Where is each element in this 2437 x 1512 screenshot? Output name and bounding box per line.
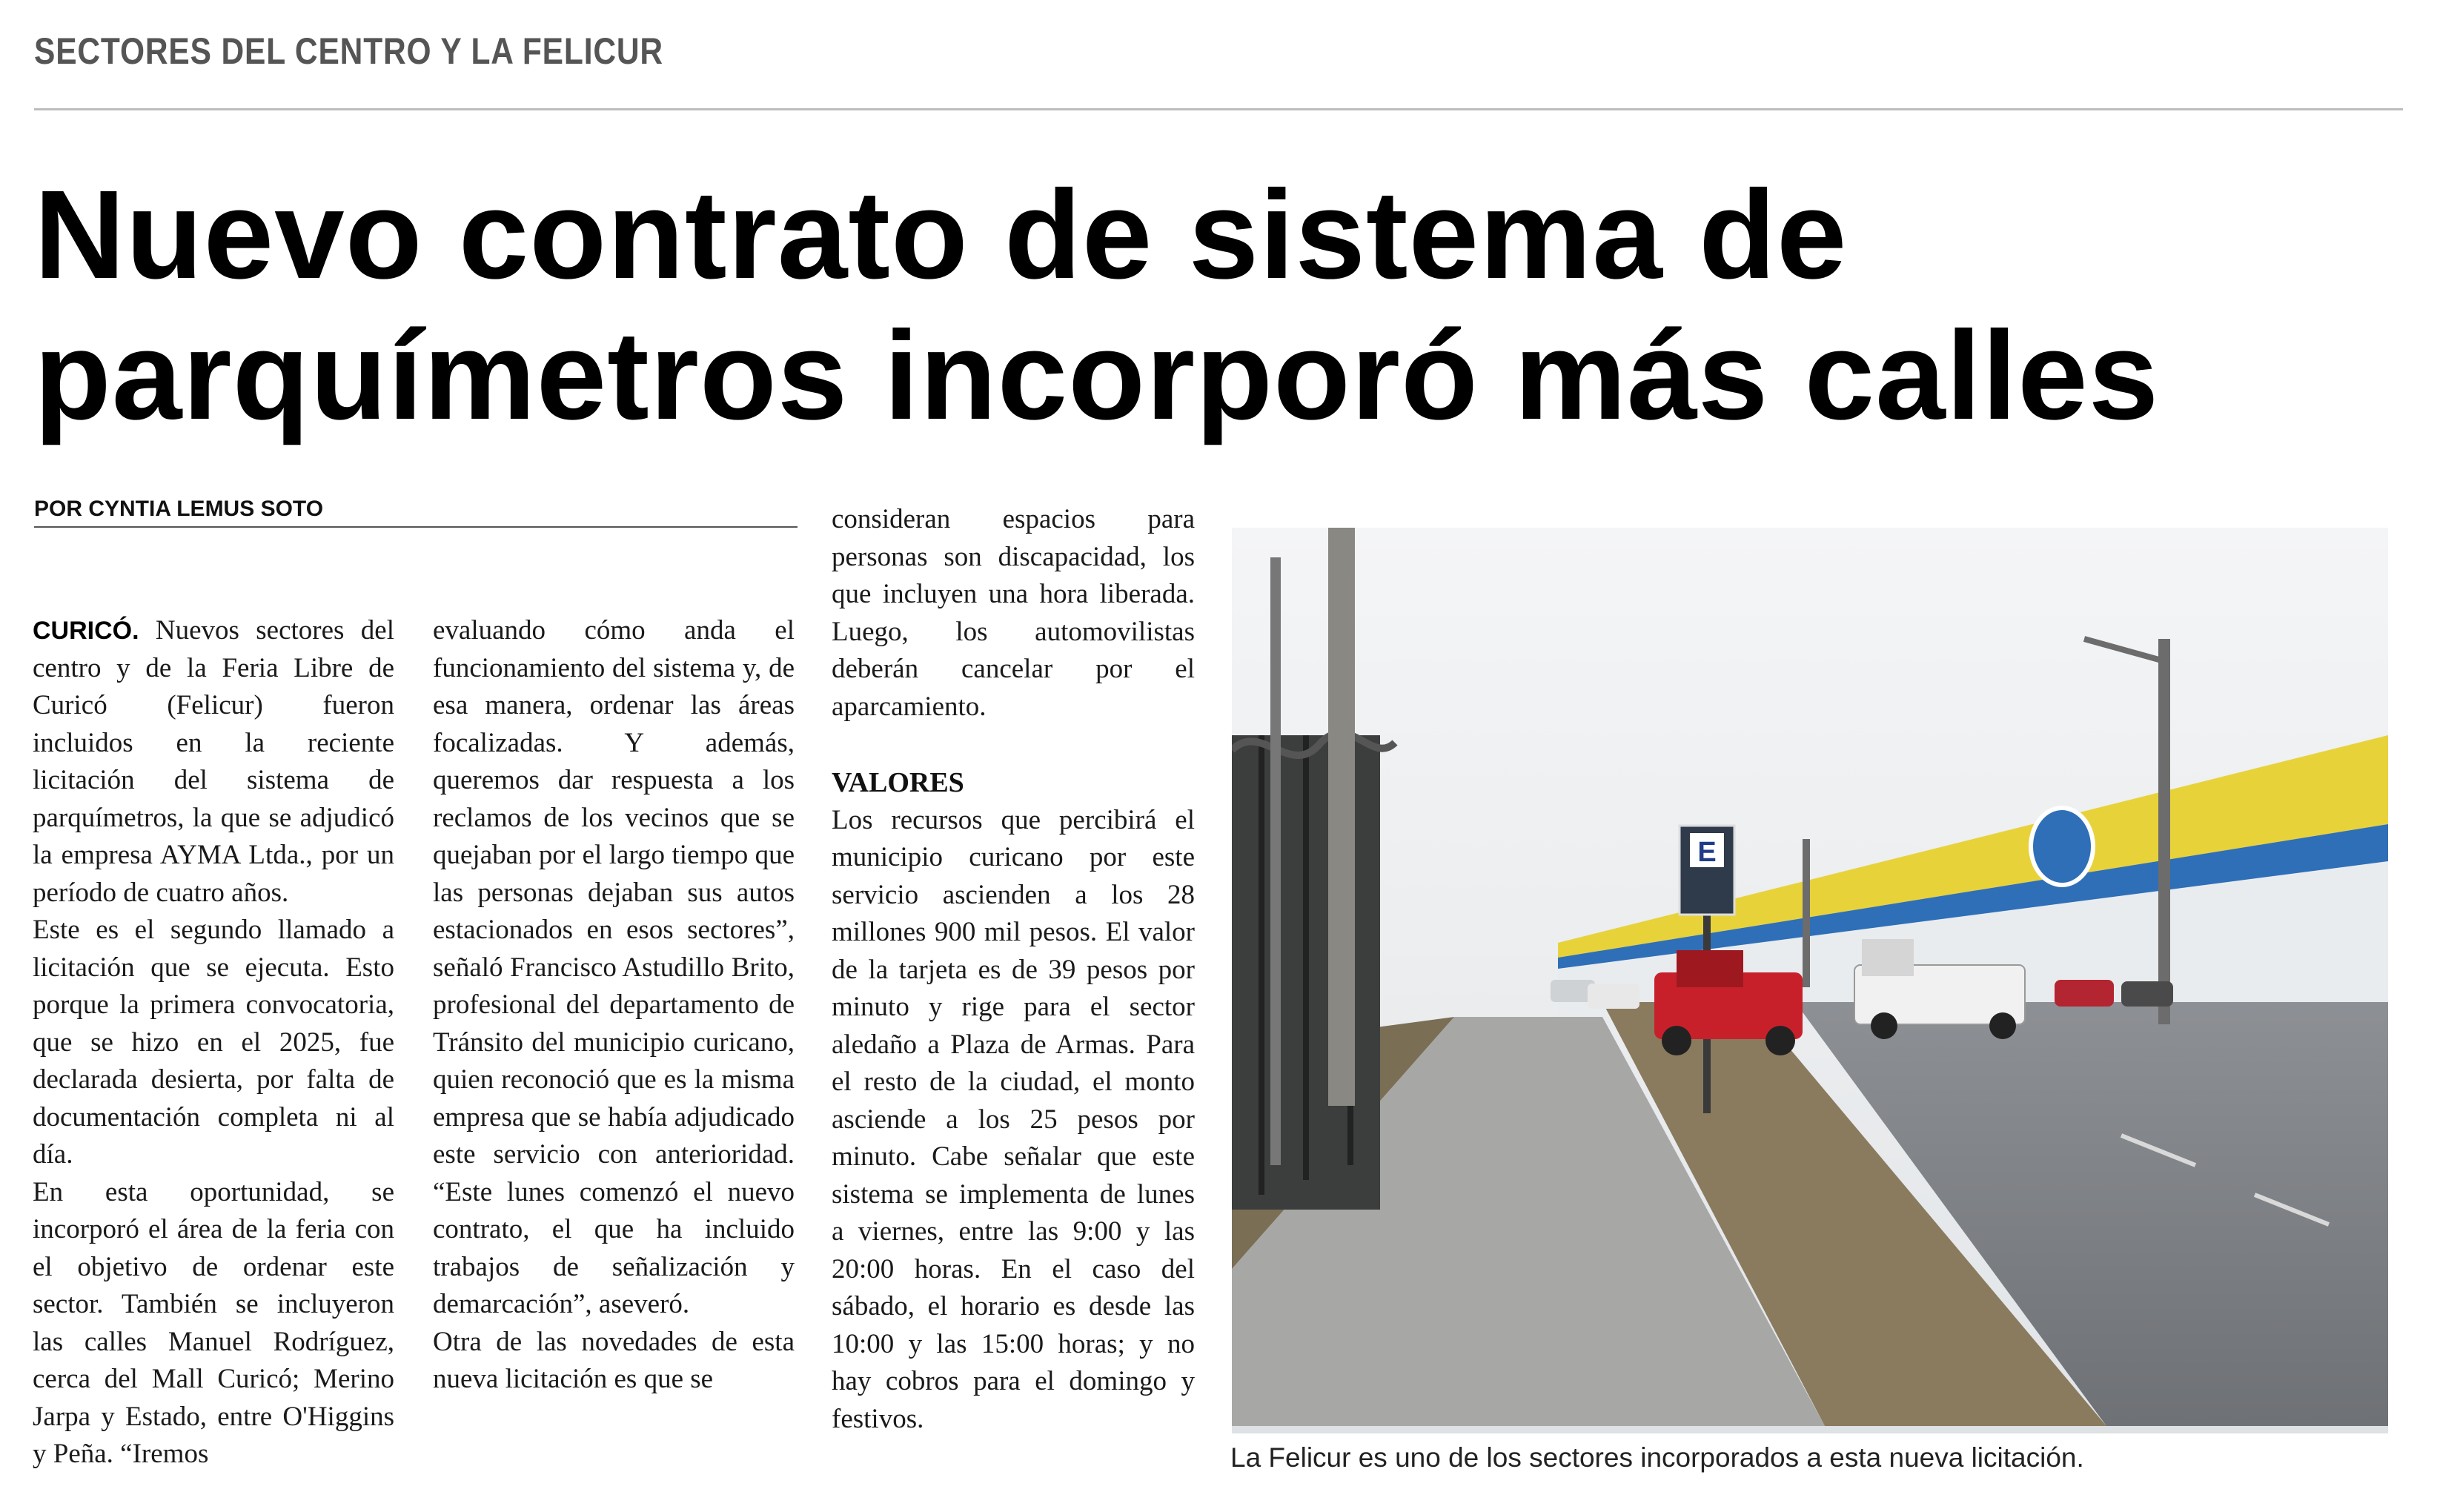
utility-pole [1270,557,1281,1165]
paragraph: Los recursos que percibirá el municipio curicano por este servicio ascienden a los 28 millones 900 mil pesos. El valor de la tarjeta es de 39 pesos por minuto y rige para el sector aledaño a Plaza de Armas. Para el resto de la ciudad, el monto asciende a los 25 pesos por minuto. Cabe señalar que este sistema se implementa de lunes a viernes, entre las 9:00 y las 20:00 horas. En el caso del sábado, el horario es desde las 10:00 y las 15:00 horas; y no hay cobros para el domingo y festivos. [832,804,1195,1434]
article-column-3 [832,501,1195,1438]
fence [1232,733,1395,1210]
article-photo [1232,528,2388,1426]
utility-pole [1328,528,1355,1106]
article-column-2 [433,612,795,1399]
paragraph: Otra de las novedades de esta nueva licitación es que se [433,1326,795,1394]
paragraph: evaluando cómo anda el funcionamiento del sistema y, de esa manera, ordenar las áreas focalizadas. Y además, queremos dar respuesta a los reclamos de los vecinos que se quejaban por el largo tiempo que las personas dejaban sus autos estacionados en esos sectores”, señaló Francisco Astudillo Brito, profesional del departamento de Tránsito del municipio curicano, quien reconoció que es la misma empresa que se había adjudicado este servicio con anterioridad. “Este lunes comenzó el nuevo contrato, el que ha incluido trabajos de señalización y demarcación”, aseveró. [433,615,795,1319]
paragraph [33,612,394,912]
byline-divider [34,526,798,528]
street-scene-photo [1232,528,2388,1426]
dateline: CURICÓ. [33,617,139,645]
paragraph: En esta oportunidad, se incorporó el área de la feria con el objetivo de ordenar este sector. También se incluyeron las calles Manuel Rodríguez, cerca del Mall Curicó; Merino Jarpa y Estado, entre O'Higgins y Peña. “Iremos [33,1176,394,1469]
paragraph: Este es el segundo llamado a licitación que se ejecuta. Esto porque la primera convocatoria, que se hizo en el 2025, fue declarada desierta, por falta de documentación completa ni al día. [33,915,394,1170]
headline [34,165,2406,446]
headline-line-1: Nuevo contrato de sistema de [34,165,1848,305]
header-divider [34,108,2403,110]
store-logo-icon [2031,808,2093,885]
paragraph: consideran espacios para personas son discapacidad, los que incluyen una hora liberada. Luego, los automovilistas deberán cancelar por el aparcamiento. [832,504,1195,722]
photo-caption: La Felicur es uno de los sectores incorporados a esta nueva licitación. [1230,1442,2084,1473]
byline-author: POR CYNTIA LEMUS SOTO [34,497,324,521]
subheading: VALORES [832,767,964,798]
section-header: SECTORES DEL CENTRO Y LA FELICUR [34,30,663,72]
article-column-1 [33,612,394,1473]
street-lamp-pole [2158,639,2170,1024]
parking-sign-letter: E [1697,837,1717,868]
paragraph-text: Nuevos sectores del centro y de la Feria Libre de Curicó (Felicur) fueron incluidos en la reciente licitación del sistema de parquímetros, la que se adjudicó la empresa AYMA Ltda., por un período de cuatro años. [33,615,394,908]
headline-line-2: parquímetros incorporó más calles [34,305,2160,446]
